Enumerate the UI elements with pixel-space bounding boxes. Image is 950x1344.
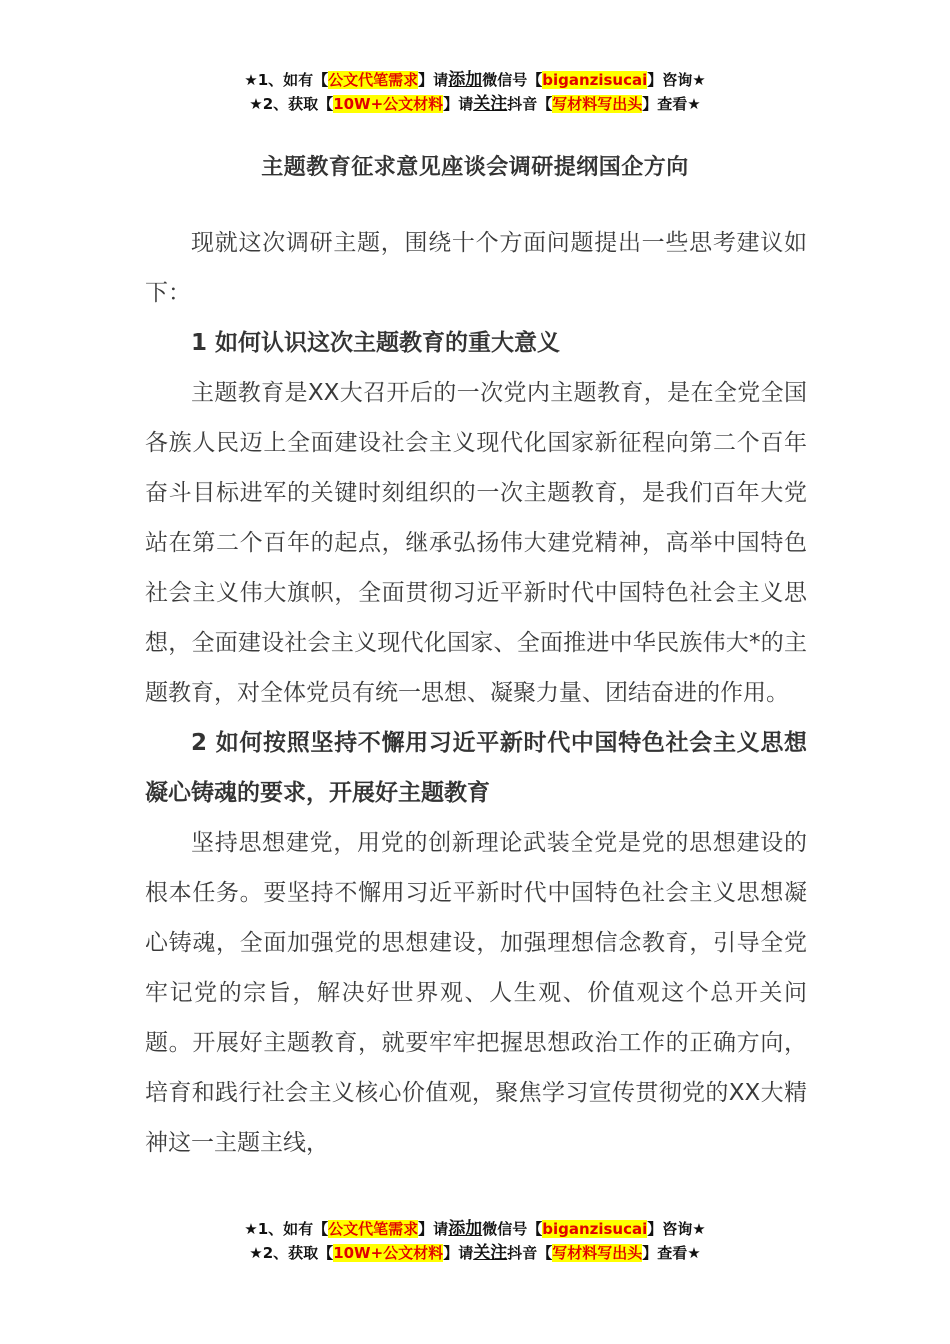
banner-text: 】咨询★	[647, 71, 706, 89]
banner-text: 】查看★	[642, 1244, 701, 1262]
banner-line-2	[0, 92, 950, 116]
banner-text: 抖音【	[507, 95, 553, 113]
document-title: 主题教育征求意见座谈会调研提纲国企方向	[261, 155, 689, 180]
underlined-follow: 关注	[473, 1243, 508, 1263]
highlight-service: 公文代笔需求	[328, 1220, 419, 1238]
highlight-douyin: 写材料写出头	[552, 95, 643, 113]
banner-text: 】咨询★	[647, 1220, 706, 1238]
bottom-banner	[0, 1217, 950, 1265]
banner-text: 】请	[443, 1244, 474, 1262]
banner-text: 微信号【	[482, 71, 543, 89]
banner-text: 】请	[418, 71, 449, 89]
document-body	[145, 218, 807, 1168]
banner-text: ★2、获取【	[249, 95, 334, 113]
highlight-materials: 10W+公文材料	[333, 1244, 444, 1262]
paragraph: 主题教育是XX大召开后的一次党内主题教育，是在全党全国各族人民迈上全面建设社会主义现代化国家新征程向第二个百年奋斗目标进军的关键时刻组织的一次主题教育，是我们百年大党站在第二个百年的起点，继承弘扬伟大建党精神，高举中国特色社会主义伟大旗帜，全面贯彻习近平新时代中国特色社会主义思想，全面建设社会主义现代化国家、全面推进中华民族伟大*的主题教育，对全体党员有统一思想、凝聚力量、团结奋进的作用。	[145, 380, 807, 706]
underlined-add: 添加	[448, 70, 483, 90]
banner-line-1	[0, 1217, 950, 1241]
banner-text: 抖音【	[507, 1244, 553, 1262]
banner-text: 微信号【	[482, 1220, 543, 1238]
banner-text: ★1、如有【	[244, 71, 329, 89]
highlight-wechat-id: biganzisucai	[542, 71, 648, 89]
paragraph: 现就这次调研主题，围绕十个方面问题提出一些思考建议如下：	[145, 230, 807, 306]
highlight-wechat-id: biganzisucai	[542, 1220, 648, 1238]
highlight-douyin: 写材料写出头	[552, 1244, 643, 1262]
banner-line-1	[0, 68, 950, 92]
highlight-service: 公文代笔需求	[328, 71, 419, 89]
highlight-materials: 10W+公文材料	[333, 95, 444, 113]
banner-text: 】请	[443, 95, 474, 113]
section-heading: 1 如何认识这次主题教育的重大意义	[191, 330, 561, 356]
section-heading: 2 如何按照坚持不懈用习近平新时代中国特色社会主义思想凝心铸魂的要求，开展好主题教育	[145, 730, 807, 806]
paragraph: 坚持思想建党，用党的创新理论武装全党是党的思想建设的根本任务。要坚持不懈用习近平新时代中国特色社会主义思想凝心铸魂，全面加强党的思想建设，加强理想信念教育，引导全党牢记党的宗旨，解决好世界观、人生观、价值观这个总开关问题。开展好主题教育，就要牢牢把握思想政治工作的正确方向，培育和践行社会主义核心价值观，聚焦学习宣传贯彻党的XX大精神这一主题主线，	[145, 830, 807, 1156]
top-banner	[0, 68, 950, 116]
banner-text: 】查看★	[642, 95, 701, 113]
banner-text: ★1、如有【	[244, 1220, 329, 1238]
underlined-follow: 关注	[473, 94, 508, 114]
banner-text: 】请	[418, 1220, 449, 1238]
banner-text: ★2、获取【	[249, 1244, 334, 1262]
underlined-add: 添加	[448, 1219, 483, 1239]
banner-line-2	[0, 1241, 950, 1265]
